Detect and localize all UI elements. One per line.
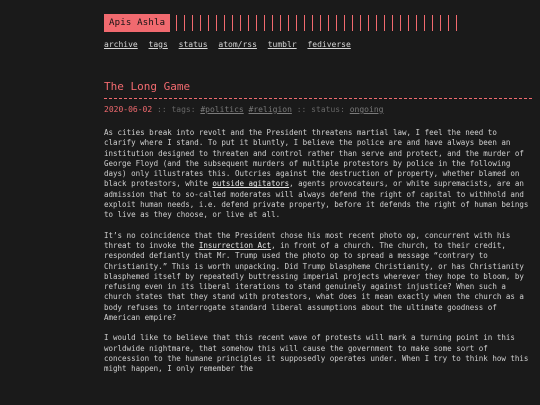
tags-label: :: tags:	[157, 105, 196, 114]
outside-agitators-link[interactable]: outside agitators	[212, 179, 290, 189]
nav-status-link[interactable]: status	[178, 40, 208, 49]
paragraph-2: It’s no coincidence that the President chose his most recent photo op, concurrent with his threat to invoke the Insurrection Act, in front of a church. The church, to their credit, responded defiantly that Mr. Trump used the photo op to spread a message “contrary to Christianity.” This is worth unpacking. Did Trump blaspheme Christianity, or has Christianity blasphemed itself by repeatedly buttressing imperial projects wherever they hope to bloom, by refusing even in its liberal iterations to stand genuinely against injustice? When such a church states that they stand with protestors, what does it mean exactly when the church as a body refuses to interrogate standard liberal assumptions about the ultimate goodness of American empire?	[104, 230, 524, 323]
decorative-bar	[328, 15, 329, 31]
decorative-bar	[264, 15, 265, 31]
post-meta	[104, 105, 383, 115]
decorative-bar	[440, 15, 441, 31]
post-title: The Long Game	[104, 80, 191, 93]
decorative-bar	[240, 15, 241, 31]
decorative-bar	[456, 15, 457, 31]
decorative-bar	[432, 15, 433, 31]
decorative-bar	[392, 15, 393, 31]
site-header	[104, 14, 464, 32]
decorative-bar	[344, 15, 345, 31]
nav-tags-link[interactable]: tags	[148, 40, 168, 49]
decorative-bar	[208, 15, 209, 31]
decorative-bars	[176, 14, 464, 32]
decorative-bar	[304, 15, 305, 31]
status-ongoing-link[interactable]: ongoing	[349, 105, 384, 114]
decorative-bar	[232, 15, 233, 31]
decorative-bar	[336, 15, 337, 31]
decorative-bar	[192, 15, 193, 31]
decorative-bar	[360, 15, 361, 31]
tag-religion-link[interactable]: #religion	[248, 105, 292, 114]
decorative-bar	[368, 15, 369, 31]
nav-atom-rss-link[interactable]: atom/rss	[218, 40, 257, 49]
nav-archive-link[interactable]: archive	[104, 40, 138, 49]
decorative-bar	[448, 15, 449, 31]
tag-politics-link[interactable]: #politics	[200, 105, 244, 114]
decorative-bar	[288, 15, 289, 31]
decorative-bar	[384, 15, 385, 31]
decorative-bar	[216, 15, 217, 31]
decorative-bar	[256, 15, 257, 31]
paragraph-1: As cities break into revolt and the President threatens martial law, I feel the need to clarify where I stand. To put it bluntly, I believe the police are and have always been an institution designed to threaten and control rather than serve and protect, and the murder of George Floyd (and the subsequent murders of multiple protestors by police in the following days) only illustrates this. Outcries against the destruction of property, whether blamed on black protestors, white outside agitators, agents provocateurs, or white supremacists, are an admission that to so-called moderates will always defend the right of capital to withhold and exploit human needs, i.e. defend private property, before it defends the right of human beings to live as they choose, or live at all.	[104, 128, 529, 220]
nav-fediverse-link[interactable]: fediverse	[307, 40, 351, 49]
decorative-bar	[312, 15, 313, 31]
decorative-bar	[272, 15, 273, 31]
nav-tumblr-link[interactable]: tumblr	[267, 40, 297, 49]
decorative-bar	[416, 15, 417, 31]
title-divider	[104, 98, 532, 99]
status-label: :: status:	[296, 105, 345, 114]
paragraph-3: I would like to believe that this recent wave of protests will mark a turning point in this worldwide nightmare, that somehow this will cause the government to make some sort of concession to the humane principles it supposedly operates under. When I try to think how this might happen, I only remember the	[104, 333, 529, 374]
decorative-bar	[352, 15, 353, 31]
decorative-bar	[424, 15, 425, 31]
site-title-link[interactable]: Apis Ashla	[104, 14, 170, 32]
decorative-bar	[248, 15, 249, 31]
decorative-bar	[184, 15, 185, 31]
post-date: 2020-06-02	[104, 105, 153, 114]
decorative-bar	[200, 15, 201, 31]
decorative-bar	[280, 15, 281, 31]
insurrection-act-link[interactable]: Insurrection Act	[198, 240, 272, 250]
decorative-bar	[376, 15, 377, 31]
decorative-bar	[296, 15, 297, 31]
decorative-bar	[320, 15, 321, 31]
decorative-bar	[176, 15, 177, 31]
decorative-bar	[224, 15, 225, 31]
main-nav	[104, 40, 357, 50]
post-body	[104, 128, 532, 385]
decorative-bar	[400, 15, 401, 31]
decorative-bar	[408, 15, 409, 31]
